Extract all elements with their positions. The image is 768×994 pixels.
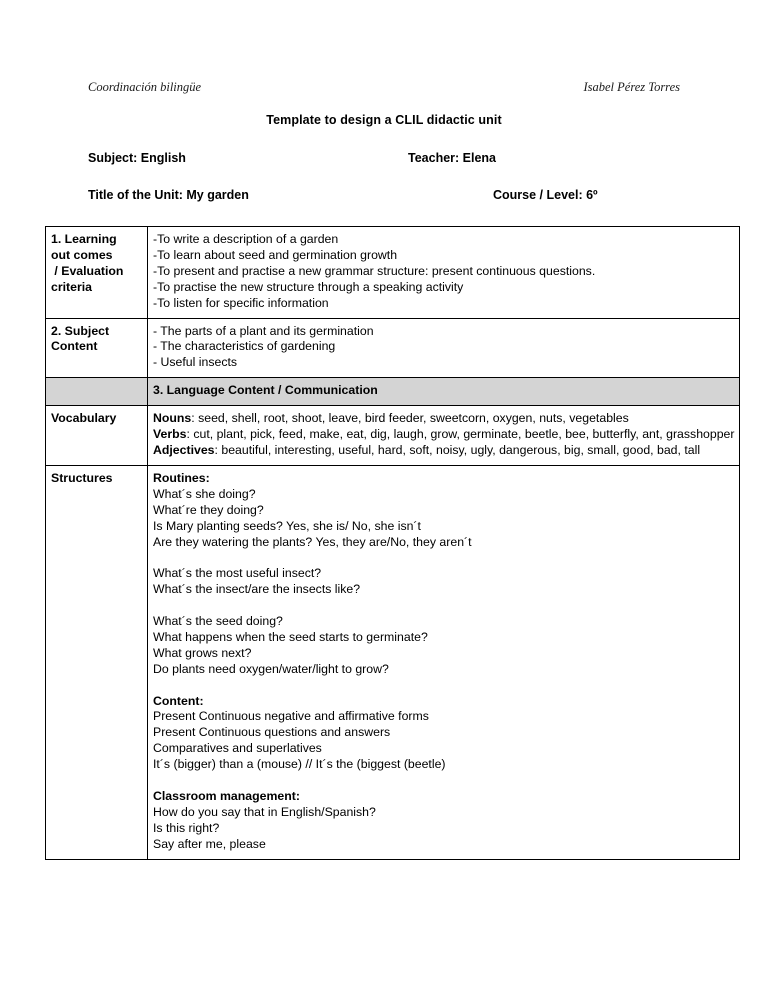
content-line: -To present and practise a new grammar structure: present continuous questions. (153, 263, 596, 278)
table-row (46, 227, 740, 319)
content-line: Do plants need oxygen/water/light to grow? (153, 661, 389, 676)
didactic-unit-table (45, 226, 740, 860)
vocabulary-verbs-label: Verbs (153, 427, 187, 442)
content-line: Comparatives and superlatives (153, 741, 322, 756)
section-heading-language-content: 3. Language Content / Communication (148, 378, 740, 406)
content-line: Say after me, please (153, 836, 266, 851)
section-heading-spacer (46, 378, 148, 406)
blank-line (153, 598, 735, 614)
vocabulary-adjectives (153, 443, 735, 459)
label-line: Vocabulary (51, 411, 117, 426)
content-line: -To practise the new structure through a speaking activity (153, 279, 464, 294)
header-left-text: Coordinación bilingüe (88, 80, 202, 94)
row-content-subject-content (148, 318, 740, 378)
content-line: Are they watering the plants? Yes, they are/No, they aren´t (153, 534, 472, 549)
table-row (46, 318, 740, 378)
vocabulary-nouns-list: : seed, shell, root, shoot, leave, bird feeder, sweetcorn, oxygen, nuts, vegetables (191, 411, 629, 426)
blank-line (153, 550, 735, 566)
row-content-vocabulary (148, 406, 740, 466)
content-line: It´s (bigger) than a (mouse) // It´s the (biggest (beetle) (153, 757, 446, 772)
structures-heading-classroom-management: Classroom management: (153, 788, 300, 803)
content-line: Is this right? (153, 820, 220, 835)
content-line: What´s the most useful insect? (153, 566, 322, 581)
vocabulary-adjectives-label: Adjectives (153, 442, 215, 457)
content-line: What´s she doing? (153, 486, 256, 501)
vocabulary-nouns-label: Nouns (153, 411, 192, 426)
label-line: out comes (51, 247, 113, 262)
teacher-field: Teacher: Elena (408, 151, 497, 165)
content-line: - Useful insects (153, 355, 238, 370)
table-body (46, 227, 740, 860)
table-row (46, 406, 740, 466)
content-line: -To listen for specific information (153, 295, 329, 310)
label-line: 2. Subject (51, 323, 110, 338)
content-line: Present Continuous negative and affirmative forms (153, 709, 429, 724)
content-line: -To write a description of a garden (153, 232, 339, 246)
content-line: What´s the insect/are the insects like? (153, 582, 361, 597)
structures-heading-routines: Routines: (153, 470, 210, 485)
content-line: -To learn about seed and germination growth (153, 247, 398, 262)
blank-line (153, 773, 735, 789)
content-line: What´s the seed doing? (153, 614, 283, 628)
unit-title-field: Title of the Unit: My garden (88, 188, 249, 202)
row-content-structures (148, 465, 740, 859)
row-label-structures (46, 465, 148, 859)
content-line: Present Continuous questions and answers (153, 725, 391, 740)
subject-field: Subject: English (88, 151, 186, 165)
vocabulary-verbs-list: : cut, plant, pick, feed, make, eat, dig, laugh, grow, germinate, beetle, bee, butterfly, ant, grasshopper (186, 427, 735, 442)
running-header (88, 80, 680, 95)
page-title: Template to design a CLIL didactic unit (266, 113, 502, 127)
label-line: Structures (51, 470, 113, 485)
label-line: / Evaluation (51, 263, 124, 278)
content-line: What happens when the seed starts to germinate? (153, 629, 428, 644)
vocabulary-adjectives-list: : beautiful, interesting, useful, hard, soft, noisy, ugly, dangerous, big, small, good, bad, tall (214, 442, 701, 457)
blank-line (153, 678, 735, 694)
content-line: What grows next? (153, 645, 252, 660)
label-line: criteria (51, 279, 93, 294)
vocabulary-nouns (153, 411, 735, 427)
course-level-field: Course / Level: 6º (493, 188, 598, 202)
table-row-section-heading (46, 378, 740, 406)
structures-heading-content: Content: (153, 693, 204, 708)
table-row (46, 465, 740, 859)
row-label-subject-content (46, 318, 148, 378)
label-line: 1. Learning (51, 232, 117, 246)
content-line: Is Mary planting seeds? Yes, she is/ No, she isn´t (153, 518, 421, 533)
row-label-learning-outcomes (46, 227, 148, 319)
label-line: Content (51, 339, 98, 354)
vocabulary-verbs (153, 427, 735, 443)
header-right-text: Isabel Pérez Torres (583, 80, 680, 94)
content-line: What´re they doing? (153, 502, 264, 517)
row-label-vocabulary (46, 406, 148, 466)
row-content-learning-outcomes (148, 227, 740, 319)
content-line: - The parts of a plant and its germination (153, 323, 374, 338)
content-line: How do you say that in English/Spanish? (153, 804, 376, 819)
content-line: - The characteristics of gardening (153, 339, 336, 354)
